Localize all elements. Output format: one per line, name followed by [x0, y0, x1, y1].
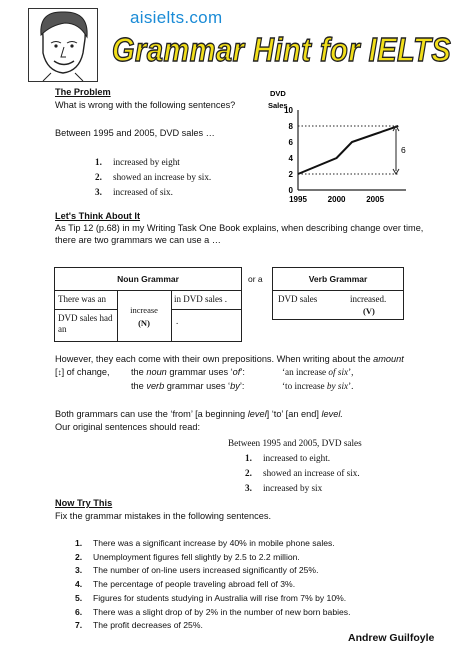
verb-cell: DVD sales [278, 294, 318, 304]
y-tick-label: 10 [284, 106, 293, 115]
verb-grammar-header: Verb Grammar [273, 268, 403, 291]
problem-heading: The Problem [55, 87, 111, 97]
verb-example: ‘to increase by six’. [282, 381, 354, 391]
x-tick-label: 1995 [289, 195, 307, 204]
y-tick-label: 0 [288, 186, 293, 195]
prep-line-1: However, they each come with their own prepositions. When writing about the amount [55, 354, 404, 364]
corrected-list [245, 452, 360, 494]
try-heading: Now Try This [55, 498, 113, 508]
both-grammars: Both grammars can use the ‘from’ [a beginning level] ‘to’ [an end] level. [55, 409, 343, 419]
corrected-lead: Between 1995 and 2005, DVD sales [228, 438, 362, 448]
y-tick-label: 2 [288, 170, 293, 179]
verb-preposition: the verb grammar uses ‘by’: [131, 381, 245, 391]
y-tick-label: 6 [288, 138, 293, 147]
list-item: 1. increased by eight [95, 157, 180, 167]
up-down-arrow-icon: ↕ [57, 368, 62, 377]
list-item: 2. showed an increase of six. [245, 468, 360, 478]
list-item: 1. There was a significant increase by 40% in mobile phone sales. [75, 538, 335, 548]
author-name: Andrew Guilfoyle [348, 632, 435, 644]
think-paragraph: As Tip 12 (p.68) in my Writing Task One Book explains, when describing change over time, there are two grammars we can use a … [55, 223, 424, 245]
page-title: Grammar Hint for IELTS [112, 32, 452, 69]
list-item: 6. There was a slight drop of by 2% in the number of new born babies. [75, 606, 351, 617]
y-axis-label: Sales [268, 101, 288, 110]
noun-cell: in DVD sales . [174, 294, 227, 304]
problem-question: What is wrong with the following sentences? [55, 100, 236, 110]
author-caricature [28, 8, 98, 82]
list-item: 1. increased to eight. [245, 453, 331, 463]
noun-cell: DVD sales had an [58, 313, 113, 334]
series-line [298, 126, 398, 174]
site-url: aisielts.com [130, 8, 223, 27]
list-item: 7. The profit decreases of 25%. [75, 620, 203, 631]
prep-line-2: [↕] of change, [55, 367, 110, 377]
verb-marker: (V) [363, 306, 375, 316]
noun-cell: There was an [58, 294, 106, 304]
face-icon [29, 9, 97, 81]
list-item: 4. The percentage of people traveling abroad fell of 3%. [75, 579, 296, 590]
list-item: 3. increased by six [245, 483, 323, 493]
y-tick-label: 8 [288, 122, 293, 131]
noun-cell: . [176, 316, 179, 326]
think-heading: Let's Think About It [55, 211, 141, 221]
list-item: 3. The number of on-line users increased significantly of 25%. [75, 565, 319, 576]
verb-cell: increased. [350, 294, 387, 304]
change-annotation: 6 [401, 145, 406, 155]
or-connector: or a [248, 274, 263, 284]
chart-title: DVD [270, 89, 286, 98]
problem-list [95, 156, 211, 198]
noun-example: ‘an increase of six’, [282, 367, 354, 377]
noun-marker: (N) [138, 318, 150, 328]
exercise-list [75, 537, 350, 633]
noun-grammar-box [54, 267, 242, 342]
list-item: 3. increased of six. [95, 187, 173, 197]
x-tick-label: 2005 [366, 195, 385, 204]
list-item: 2. showed an increase by six. [95, 172, 212, 182]
list-item: 2. Unemployment figures fell slightly by 2.5 to 2.2 million. [75, 551, 300, 562]
noun-preposition: the noun grammar uses ‘of’: [131, 367, 245, 377]
try-instruction: Fix the grammar mistakes in the following sentences. [55, 511, 271, 521]
noun-increase: increase [130, 305, 158, 315]
original-sentences-note: Our original sentences should read: [55, 422, 201, 432]
y-tick-label: 4 [288, 154, 293, 163]
verb-grammar-box [272, 267, 404, 320]
noun-grammar-header: Noun Grammar [55, 268, 241, 291]
problem-lead: Between 1995 and 2005, DVD sales … [55, 128, 215, 138]
list-item: 5. Figures for students studying in Australia will rise from 7% by 10%. [75, 592, 347, 603]
x-tick-label: 2000 [327, 195, 346, 204]
dvd-sales-chart [262, 84, 412, 212]
